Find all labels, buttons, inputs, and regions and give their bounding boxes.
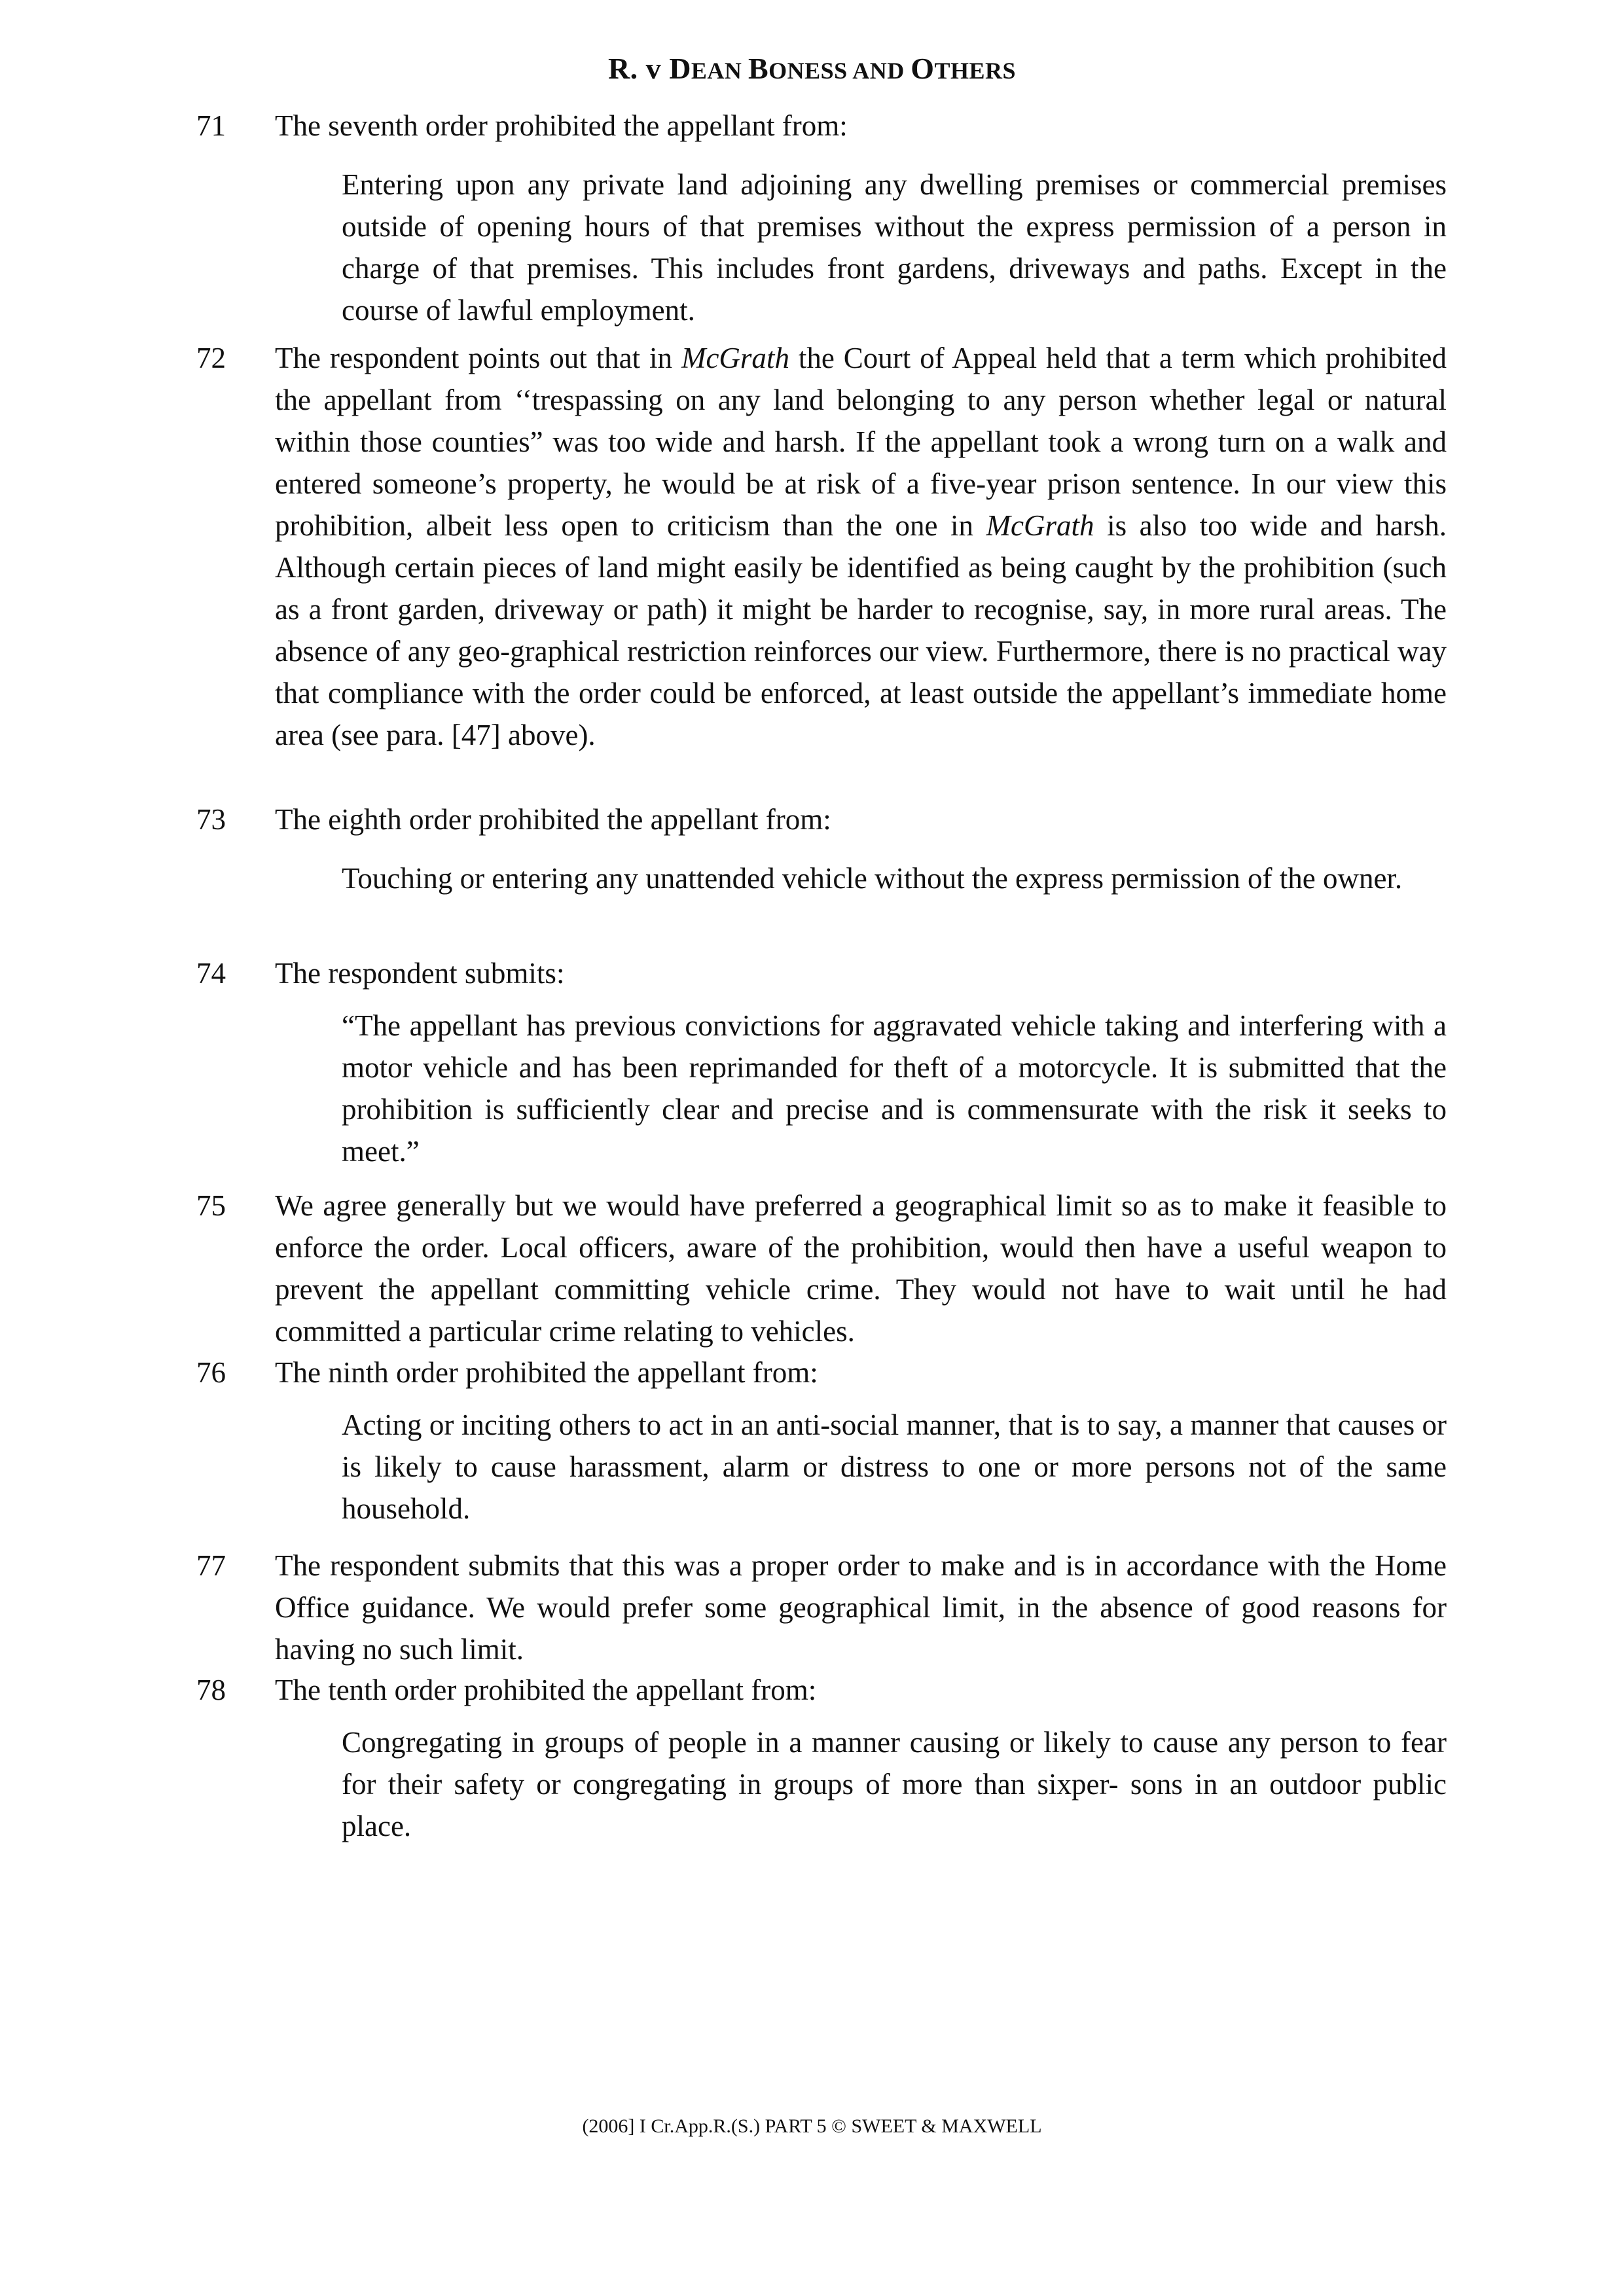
block-quote: Acting or inciting others to act in an anti-social manner, that is to say, a manner that causes or is likely to cause harassment, alarm or distress to one or more persons not of the same household. [342,1408,1447,1525]
header-prefix: R. v [607,52,670,85]
paragraph-text: The respondent submits: [275,957,565,990]
block-quote: Touching or entering any unattended vehicle without the express permission of the owner. [342,862,1403,895]
header-text: D [669,52,691,85]
paragraph-number: 71 [196,109,226,142]
header-text: ONESS [768,58,853,84]
header-text: AND [852,58,911,84]
paragraph-text: The respondent submits that this was a proper order to make and is in accordance with the Home Office guidance. We would prefer some geographical limit, in the absence of good reasons for having no such limit. [275,1549,1447,1666]
text-run: The respondent points out that in [275,342,681,374]
block-quote: “The appellant has previous convictions for aggravated vehicle taking and interfering with a motor vehicle and has been reprimanded for theft of a motorcycle. It is submitted that the prohibition is sufficiently clear and precise and is commensurate with the risk it seeks to meet.” [342,1009,1447,1168]
header-text: B [748,52,769,85]
text-run: the Court of Appeal held that a term which prohibited the appellant from ‘‘trespassing on any land belonging to any person whether legal or natural within those counties” was too wide and harsh. If the appellant took a wrong turn on a walk and entered someone’s property, he would be at risk of a five-year prison sentence. In our view this prohibition, albeit less open to criticism than the one in [275,342,1447,542]
page-footer: (2006] I Cr.App.R.(S.) PART 5 © SWEET & MAXWELL [582,2115,1042,2137]
block-quote: Entering upon any private land adjoining any dwelling premises or commercial premises outside of opening hours of that premises without the express permission of a person in charge of that premises. This includes front gardens, driveways and paths. Except in the course of lawful employment. [342,168,1447,327]
block-quote: Congregating in groups of people in a manner causing or likely to cause any person to fear for their safety or congregating in groups of more than sixper- sons in an outdoor public place. [342,1726,1447,1842]
paragraph-text [275,337,1447,756]
paragraph-number: 76 [196,1356,226,1389]
paragraph-number: 74 [196,957,226,990]
paragraph-number: 78 [196,1674,226,1706]
case-name: McGrath [681,342,789,374]
header-text: THERS [934,58,1017,84]
header-text: O [911,52,935,85]
paragraph-text: The eighth order prohibited the appellant from: [275,803,831,836]
paragraph-text: The seventh order prohibited the appellant from: [275,109,848,142]
text-run: is also too wide and harsh. Although certain pieces of land might easily be identified as being caught by the prohibition (such as a front garden, driveway or path) it might be harder to recognise, say, in more rural areas. The absence of any geo-graphical restriction reinforces our view. Furthermore, there is no practical way that compliance with the order could be enforced, at least outside the appellant’s immediate home area (see para. [47] above). [275,509,1447,751]
paragraph-text: The ninth order prohibited the appellant from: [275,1356,818,1389]
header-text: EAN [691,58,748,84]
paragraph-number: 73 [196,803,226,836]
paragraph-number: 75 [196,1189,226,1222]
paragraph-text: We agree generally but we would have preferred a geographical limit so as to make it feasible to enforce the order. Local officers, aware of the prohibition, would then have a useful weapon to prevent the appellant committing vehicle crime. They would not have to wait until he had committed a particular crime relating to vehicles. [275,1189,1447,1348]
paragraph-number: 72 [196,342,226,374]
case-name: McGrath [986,509,1094,542]
paragraph-text: The tenth order prohibited the appellant from: [275,1674,817,1706]
running-header [0,51,1624,86]
paragraph-number: 77 [196,1549,226,1582]
